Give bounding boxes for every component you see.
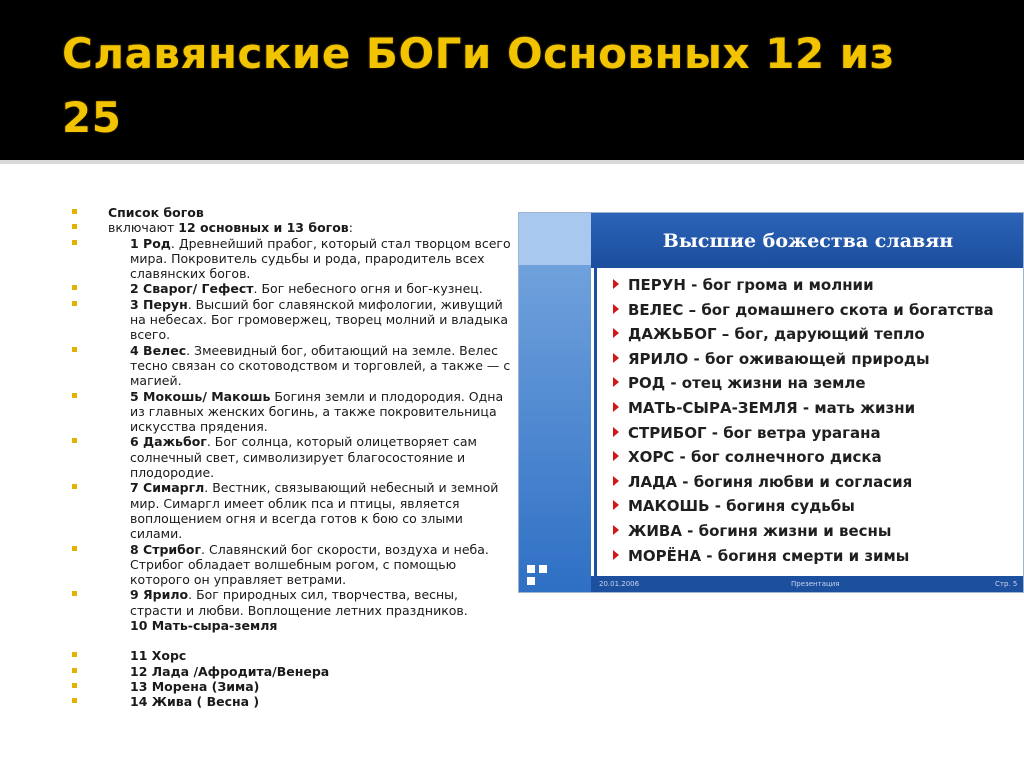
god-line-text: ХОРС - бог солнечного диска — [628, 448, 882, 467]
list-item-desc: . Змеевидный бог, обитающий на земле. Велес тесно связан со скотоводством и торговлей, а также — с магией. — [130, 342, 511, 389]
square-bullet-icon — [72, 683, 77, 688]
red-triangle-icon — [613, 328, 619, 338]
list-item-text — [130, 664, 512, 679]
red-triangle-icon — [613, 377, 619, 387]
god-line — [613, 325, 925, 343]
red-triangle-icon — [613, 353, 619, 363]
list-gap — [72, 633, 512, 648]
picture-separator — [591, 265, 1024, 268]
list-item-desc: . Бог небесного огня и бог-кузнец. — [253, 281, 483, 297]
god-line-text: ЖИВА - богиня жизни и весны — [628, 522, 892, 540]
square-bullet-icon — [72, 285, 77, 290]
slide-title: Славянские БОГи Основных 12 из 25 — [62, 29, 895, 142]
list-item-text — [130, 297, 512, 343]
list-item — [72, 694, 512, 709]
list-item-desc: . Славянский бог скорости, воздуха и неба. Стрибог обладает волшебным рогом, с помощью которого он управляет ветрами. — [130, 541, 489, 588]
list-item — [72, 679, 512, 694]
list-item-text — [130, 236, 512, 282]
list-item-text — [130, 618, 512, 633]
list-item-desc: . Бог солнца, который олицетворяет сам солнечный свет, символизирует благосостояние и плодородие. — [130, 434, 477, 481]
list-item-bold: 6 Дажьбог — [130, 434, 207, 450]
god-line — [613, 522, 891, 540]
red-triangle-icon — [613, 402, 619, 412]
list-item — [72, 205, 512, 220]
list-item — [72, 648, 512, 663]
square-bullet-icon — [72, 484, 77, 489]
list-item-text — [108, 205, 512, 220]
god-line-text: ВЕЛЕС – бог домашнего скота и богатства — [628, 300, 994, 319]
list-item-bold: 5 Мокошь/ Макошь — [130, 388, 271, 404]
red-triangle-icon — [613, 476, 619, 486]
red-triangle-icon — [613, 279, 619, 289]
list-item-tail-bold: 12 основных и 13 богов — [178, 220, 349, 236]
decor-square-icon — [539, 565, 547, 573]
list-item-bold: 12 Лада /Афродита/Венера — [130, 663, 330, 679]
list-item-desc: . Древнейший прабог, который стал творцом всего мира. Покровитель судьбы и рода, прародитель всех славянских богов. — [130, 235, 511, 282]
list-item-bold: 7 Симаргл — [130, 480, 205, 496]
list-item — [72, 281, 512, 296]
list-item-desc: . Вестник, связывающий небесный и земной мир. Симаргл имеет облик пса и птицы, является воплощением огня и всегда готов к бою со злыми силами. — [130, 480, 499, 542]
god-line — [613, 424, 881, 442]
square-bullet-icon — [72, 301, 77, 306]
list-item-text — [130, 542, 512, 588]
list-item-bold: 14 Жива ( Весна ) — [130, 694, 260, 710]
square-bullet-icon — [72, 546, 77, 551]
red-triangle-icon — [613, 451, 619, 461]
list-item — [72, 480, 512, 541]
list-item — [72, 618, 512, 633]
gods-list — [72, 205, 512, 710]
square-bullet-icon — [72, 347, 77, 352]
god-line — [613, 497, 855, 515]
list-item — [72, 236, 512, 282]
list-item-desc: . Бог природных сил, творчества, весны, страсти и любви. Воплощение летних праздников. — [130, 587, 468, 618]
god-line — [613, 547, 909, 565]
god-line-text: СТРИБОГ - бог ветра урагана — [628, 423, 881, 442]
list-item-tail: : — [348, 220, 353, 236]
picture-left-top — [519, 213, 591, 265]
god-line-text: РОД - отец жизни на земле — [628, 374, 866, 393]
picture-title: Высшие божества славян — [662, 230, 954, 252]
square-bullet-icon — [72, 438, 77, 443]
list-item-bold: 4 Велес — [130, 342, 187, 358]
square-bullet-icon — [72, 224, 77, 229]
square-bullet-icon — [72, 591, 77, 596]
red-triangle-icon — [613, 525, 619, 535]
picture-left-band — [519, 213, 591, 593]
list-item-bold: 13 Морена (Зима) — [130, 678, 260, 694]
decor-square-icon — [527, 577, 535, 585]
list-item — [72, 664, 512, 679]
list-item — [72, 434, 512, 480]
list-item — [72, 587, 512, 618]
list-item-bold: 3 Перун — [130, 296, 188, 312]
list-item — [72, 542, 512, 588]
square-bullet-icon — [72, 668, 77, 673]
list-item — [72, 220, 512, 235]
god-line — [613, 448, 882, 466]
god-line-text: ЯРИЛО - бог оживающей природы — [628, 349, 930, 368]
gods-picture — [518, 212, 1024, 593]
god-line — [613, 301, 994, 319]
list-item-bold: 10 Мать-сыра-земля — [130, 618, 278, 634]
square-bullet-icon — [72, 652, 77, 657]
list-item-text — [130, 480, 512, 541]
god-line — [613, 473, 912, 491]
title-bar — [0, 0, 1024, 164]
square-bullet-icon — [72, 240, 77, 245]
red-triangle-icon — [613, 304, 619, 314]
god-line-text: ЛАДА - богиня любви и согласия — [628, 472, 913, 491]
god-line-text: МОРЁНА - богиня смерти и зимы — [628, 546, 910, 565]
god-line-text: ДАЖЬБОГ – бог, дарующий тепло — [628, 325, 925, 344]
god-line-text: ПЕРУН - бог грома и молнии — [628, 276, 874, 294]
list-item-text — [130, 281, 512, 296]
square-bullet-icon — [72, 698, 77, 703]
list-item-text — [130, 648, 512, 663]
list-item-desc: . Высший бог славянской мифологии, живущий на небесах. Бог громовержец, творец молний и владыка всего. — [130, 296, 509, 343]
list-item-text — [130, 434, 512, 480]
list-item-desc: включают — [108, 220, 179, 236]
list-item-bold: 2 Сварог/ Гефест — [130, 281, 254, 297]
list-item-text — [130, 389, 512, 435]
god-line — [613, 374, 866, 392]
list-item-text — [108, 220, 512, 235]
red-triangle-icon — [613, 500, 619, 510]
list-item — [72, 343, 512, 389]
square-bullet-icon — [72, 393, 77, 398]
list-item-desc: Список богов — [108, 205, 204, 220]
list-item — [72, 389, 512, 435]
god-line-text: МАКОШЬ - богиня судьбы — [628, 497, 855, 516]
picture-footer-date: 20.01.2006 — [599, 580, 640, 588]
list-item-bold: 9 Ярило — [130, 587, 189, 603]
list-item — [72, 297, 512, 343]
list-item-text — [130, 343, 512, 389]
god-line — [613, 350, 930, 368]
god-line-text: МАТЬ-СЫРА-ЗЕМЛЯ - мать жизни — [628, 399, 916, 417]
list-item-text — [130, 694, 512, 709]
decor-square-icon — [527, 565, 535, 573]
god-line — [613, 399, 915, 417]
list-item-bold: 11 Хорс — [130, 648, 187, 664]
red-triangle-icon — [613, 427, 619, 437]
list-item-bold: 1 Род — [130, 235, 171, 251]
square-bullet-icon — [72, 209, 77, 214]
god-line — [613, 276, 874, 294]
list-item-desc: Богиня земли и плодородия. Одна из главных женских богинь, а также покровительница искусства прядения. — [130, 388, 504, 435]
list-item-bold: 8 Стрибог — [130, 541, 202, 557]
picture-footer-mid: Презентация — [791, 580, 840, 588]
red-triangle-icon — [613, 550, 619, 560]
picture-footer-page: Стр. 5 — [995, 580, 1018, 588]
list-item-text — [130, 679, 512, 694]
list-item-text — [130, 587, 512, 618]
